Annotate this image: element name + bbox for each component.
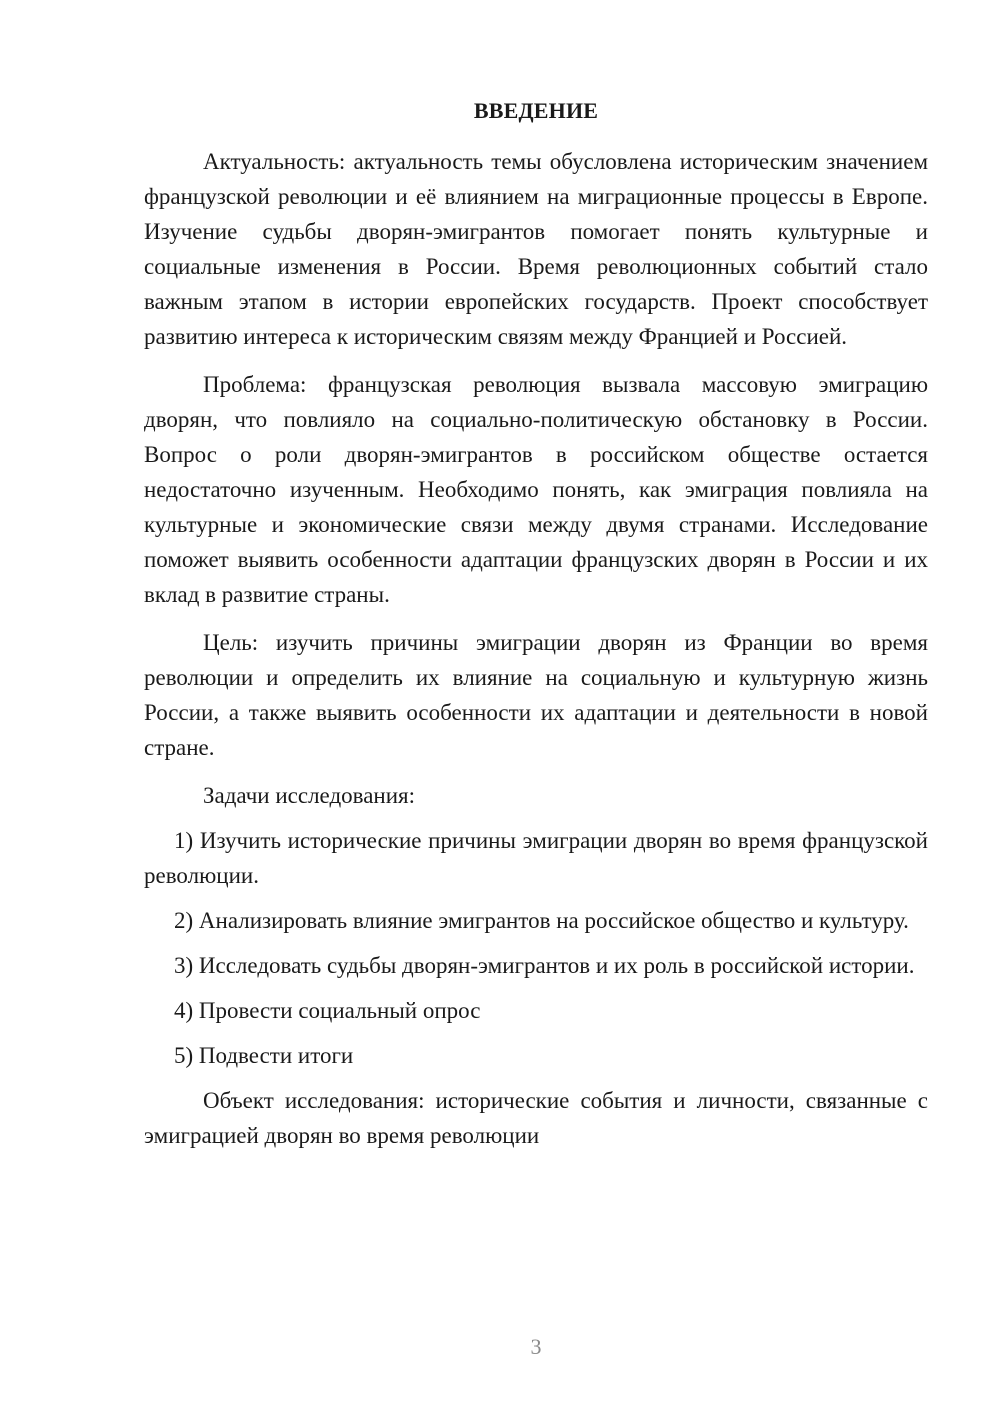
object-paragraph: Объект исследования: исторические события и личности, связанные с эмиграцией дворян во время революции — [144, 1088, 928, 1148]
relevance-paragraph: Актуальность: актуальность темы обусловлена историческим значением французской революции и её влиянием на миграционные процессы в Европе. Изучение судьбы дворян-эмигрантов помогает понять культурные и социальные изменения в России. Время революционных событий стало важным этапом в истории европейских государств. Проект способствует развитию интереса к историческим связям между Францией и Россией. — [144, 149, 928, 349]
goal-paragraph: Цель: изучить причины эмиграции дворян из Франции во время революции и определить их влияние на социальную и культурную жизнь России, а также выявить особенности их адаптации и деятельности в новой стране. — [144, 630, 928, 760]
tasks-heading: Задачи исследования: — [203, 783, 416, 808]
list-item: 3) Исследовать судьбы дворян-эмигрантов и их роль в российской истории. — [174, 953, 915, 978]
page-number: 3 — [530, 1334, 542, 1359]
list-item: 4) Провести социальный опрос — [174, 998, 481, 1023]
problem-paragraph: Проблема: французская революция вызвала массовую эмиграцию дворян, что повлияло на социально-политическую обстановку в России. Вопрос о роли дворян-эмигрантов в российском обществе остается недостаточно изученным. Необходимо понять, как эмиграция повлияла на культурные и экономические связи между двумя странами. Исследование поможет выявить особенности адаптации французских дворян в России и их вклад в развитие страны. — [144, 372, 928, 607]
section-heading: ВВЕДЕНИЕ — [473, 98, 599, 123]
tasks-list — [144, 823, 928, 1073]
list-item: 1) Изучить исторические причины эмиграции дворян во время французской революции. — [144, 828, 928, 888]
list-item: 2) Анализировать влияние эмигрантов на российское общество и культуру. — [174, 908, 909, 933]
list-item: 5) Подвести итоги — [174, 1043, 354, 1068]
page-content — [144, 96, 928, 1166]
